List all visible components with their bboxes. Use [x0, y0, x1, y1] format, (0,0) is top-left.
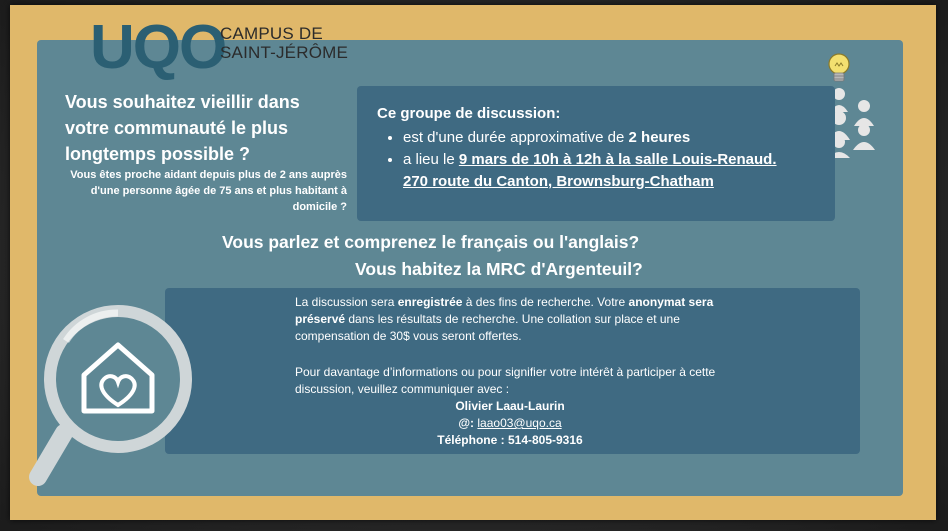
- campus-line1: CAMPUS DE: [220, 24, 323, 43]
- discussion-details-box: [357, 86, 835, 221]
- intro-question: Vous souhaitez vieillir dans votre communauté le plus longtemps possible ?: [65, 92, 300, 164]
- intro-eligibility: Vous êtes proche aidant depuis plus de 2 ans auprès d'une personne âgée de 75 ans et plus habitant à domicile ?: [70, 169, 347, 213]
- lightbulb-icon: [826, 52, 852, 86]
- region-question: Vous habitez la MRC d'Argenteuil?: [355, 259, 643, 279]
- details-list: [377, 127, 817, 193]
- svg-text:UQO: UQO: [90, 13, 226, 82]
- campus-line2: SAINT-JÉRÔME: [220, 43, 349, 62]
- contact-name: Olivier Laau-Laurin: [455, 399, 565, 413]
- email-link[interactable]: laao03@uqo.ca: [477, 416, 562, 430]
- duration-value: 2 heures: [628, 129, 691, 146]
- duration-item: • est d'une durée approximative de 2 heures: [403, 127, 817, 149]
- contact-email: @: laao03@uqo.ca: [458, 416, 562, 430]
- info-box: [165, 288, 860, 454]
- recording-paragraph: La discussion sera enregistrée à des fins de recherche. Votre anonymat sera préservé dans les résultats de recherche. Une collation sur place et une compensation de 30$ vous seront offertes.: [295, 295, 714, 343]
- magnifier-home-heart-icon: [24, 305, 194, 485]
- location-item: • a lieu le 9 mars de 10h à 12h à la salle Louis-Renaud. 270 route du Canton, Brownsburg-Chatham: [403, 149, 817, 193]
- contact-paragraph: Pour davantage d’informations ou pour signifier votre intérêt à participer à cette discussion, veuillez communiquer avec :: [295, 365, 716, 396]
- language-question: Vous parlez et comprenez le français ou l'anglais?: [222, 232, 640, 252]
- uqo-logo: [90, 13, 226, 82]
- campus-name: [220, 24, 348, 62]
- contact-phone: Téléphone : 514-805-9316: [437, 433, 583, 447]
- location-address: 270 route du Canton, Brownsburg-Chatham: [403, 173, 714, 190]
- details-title: Ce groupe de discussion:: [377, 105, 561, 122]
- location-date: 9 mars de 10h à 12h à la salle Louis-Renaud.: [458, 151, 777, 168]
